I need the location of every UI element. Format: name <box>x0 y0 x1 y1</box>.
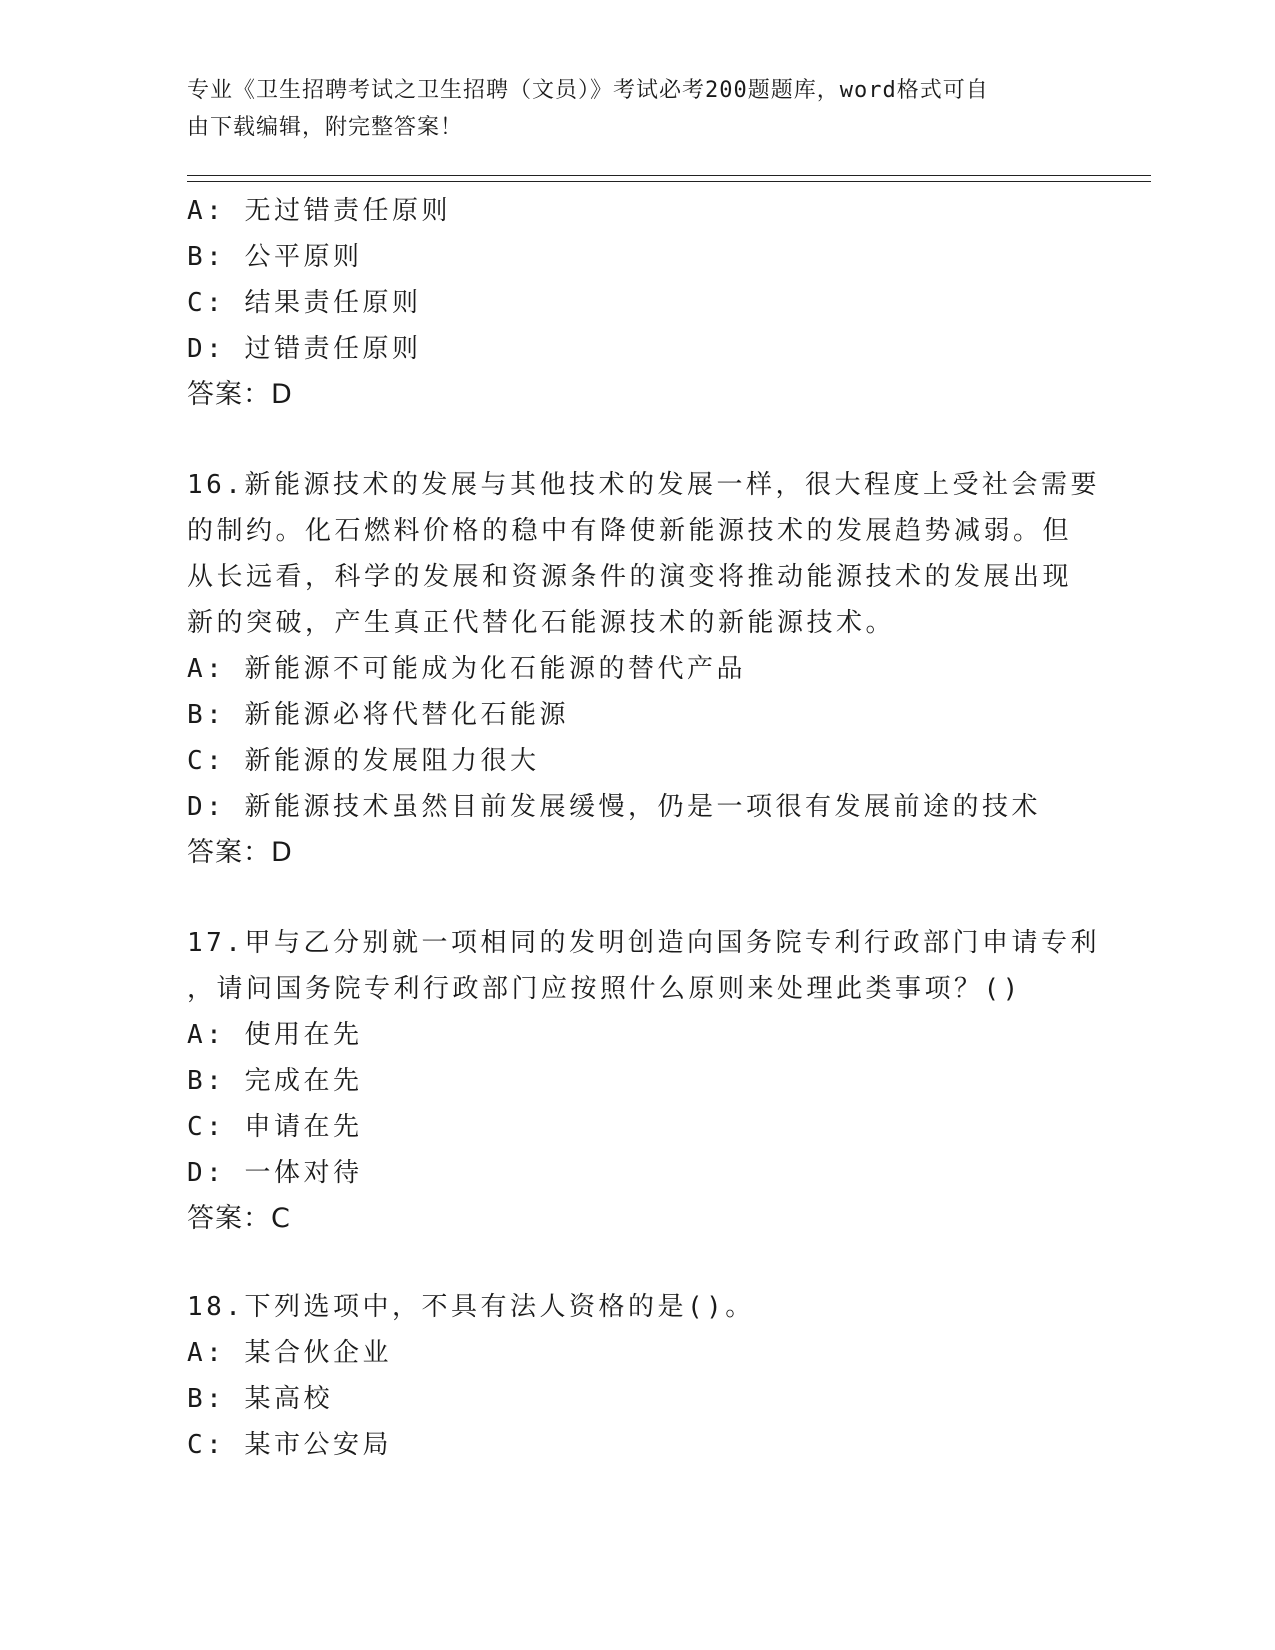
answer: 答案：D <box>187 379 293 410</box>
question-stem-line: 17.甲与乙分别就一项相同的发明创造向国务院专利行政部门申请专利 <box>187 928 1100 958</box>
option-a: A: 无过错责任原则 <box>187 196 451 226</box>
question-stem-line: 从长远看，科学的发展和资源条件的演变将推动能源技术的发展出现 <box>187 562 1073 592</box>
question-stem-line: ，请问国务院专利行政部门应按照什么原则来处理此类事项？() <box>187 974 1022 1004</box>
header-rule-top <box>187 175 1151 176</box>
option-a: A: 新能源不可能成为化石能源的替代产品 <box>187 654 746 684</box>
question-18 <box>187 1284 1087 1468</box>
option-c: C: 结果责任原则 <box>187 288 422 318</box>
option-b: B: 某高校 <box>187 1384 333 1414</box>
option-a: A: 某合伙企业 <box>187 1338 392 1368</box>
document-header <box>187 72 1067 146</box>
option-b: B: 公平原则 <box>187 242 363 272</box>
answer: 答案：D <box>187 837 293 868</box>
question-stem-line: 的制约。化石燃料价格的稳中有降使新能源技术的发展趋势减弱。但 <box>187 516 1073 546</box>
option-c: C: 申请在先 <box>187 1112 363 1142</box>
header-rule-bottom <box>187 181 1151 182</box>
question-stem-line: 16.新能源技术的发展与其他技术的发展一样，很大程度上受社会需要 <box>187 470 1100 500</box>
option-b: B: 新能源必将代替化石能源 <box>187 700 569 730</box>
option-c: C: 某市公安局 <box>187 1430 392 1460</box>
header-line-1: 专业《卫生招聘考试之卫生招聘（文员）》考试必考200题题库，word格式可自 <box>187 78 989 103</box>
header-line-2: 由下载编辑，附完整答案！ <box>187 115 464 140</box>
question-15 <box>187 188 1087 418</box>
option-c: C: 新能源的发展阻力很大 <box>187 746 540 776</box>
question-17 <box>187 920 1100 1242</box>
question-list <box>187 188 1100 1468</box>
question-stem-line: 新的突破，产生真正代替化石能源技术的新能源技术。 <box>187 608 896 638</box>
question-16 <box>187 462 1100 876</box>
answer: 答案：C <box>187 1203 291 1234</box>
option-d: D: 过错责任原则 <box>187 334 422 364</box>
option-d: D: 一体对待 <box>187 1158 363 1188</box>
option-d: D: 新能源技术虽然目前发展缓慢，仍是一项很有发展前途的技术 <box>187 792 1041 822</box>
question-stem-line: 18.下列选项中，不具有法人资格的是()。 <box>187 1292 755 1322</box>
option-a: A: 使用在先 <box>187 1020 363 1050</box>
option-b: B: 完成在先 <box>187 1066 363 1096</box>
